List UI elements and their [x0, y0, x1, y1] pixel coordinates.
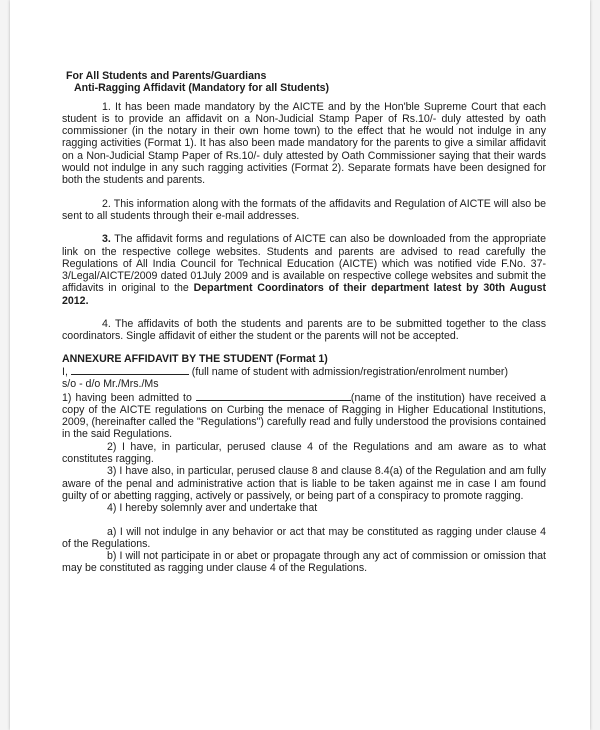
paragraph-4: 4. The affidavits of both the students and parents are to be submitted together to the class coordinators. Single affidavit of either the student or the parents will not be accepted.: [62, 318, 546, 343]
form-undertaking-a: a) I will not indulge in any behavior or act that may be constituted as ragging under clause 4 of the Regulations.: [62, 525, 546, 550]
institution-blank[interactable]: [196, 391, 351, 401]
header-line-2: Anti-Ragging Affidavit (Mandatory for all Students): [74, 82, 330, 95]
form-clause-1-prefix: 1) having been admitted to: [62, 391, 196, 404]
form-name-suffix: (full name of student with admission/registration/enrolment number): [188, 365, 508, 378]
paragraph-1: 1. It has been made mandatory by the AICTE and by the Hon'ble Supreme Court that each student is to provide an affidavit on a Non-Judicial Stamp Paper of Rs.10/- duly attested by oath commissioner (in the notary in their own home town) to the effect that he would not indulge in any ragging activities (Format 1). It has also been made mandatory for the parents to give a similar affidavit on a Non-Judicial Stamp Paper of Rs.10/- duly attested by Oath Commissioner saying that their wards would not indulge in any such ragging activities (Format 2). Separate formats have been designed for both the students and parents.: [62, 100, 546, 187]
form-parent-label: s/o - d/o Mr./Mrs./Ms: [62, 378, 159, 391]
form-clause-1: [62, 391, 546, 441]
form-clause-3: 3) I have also, in particular, perused clause 8 and clause 8.4(a) of the Regulation and am fully aware of the penal and administrative action that is liable to be taken against me in case I am found guilty of or abetting ragging, actively or passively, or being part of a conspiracy to promote ragging.: [62, 465, 546, 502]
paragraph-3-number: 3.: [102, 233, 111, 246]
form-name-line: [62, 365, 546, 378]
form-name-prefix: I,: [62, 365, 71, 378]
paragraph-3: [62, 233, 546, 307]
form-clause-1-suffix: (name of the institution) have received a copy of the AICTE regulations on Curbing the menace of Ragging in Higher Educational Institutions, 2009, (hereinafter called the "Regulations") carefully read and fully understood the provisions contained in the said Regulations.: [62, 391, 546, 441]
header-line-1: For All Students and Parents/Guardians: [66, 70, 267, 82]
form-clause-4: 4) I hereby solemnly aver and undertake that: [107, 502, 318, 515]
paragraph-2: 2. This information along with the formats of the affidavits and Regulation of AICTE will also be sent to all students through their e-mail addresses.: [62, 197, 546, 222]
form-undertaking-b: b) I will not participate in or abet or propagate through any act of commission or omission that may be constituted as ragging under clause 4 of the Regulations.: [62, 550, 546, 575]
name-blank[interactable]: [71, 365, 189, 375]
paragraph-3-text: The affidavit forms and regulations of AICTE can also be downloaded from the appropriate link on the respective college websites. Students and parents are advised to read carefully the Regulations of All India Council for Technical Education (AICTE) which was notified vide F.No. 37-3/Legal/AICTE/2009 dated 01July 2009 and is available on respective college websites and submit the affidavits in original to the: [62, 233, 546, 295]
form-clause-2: 2) I have, in particular, perused clause 4 of the Regulations and am aware as to what constitutes ragging.: [62, 440, 546, 466]
annexure-title: ANNEXURE AFFIDAVIT BY THE STUDENT (Format 1): [62, 352, 328, 365]
document-page: [10, 0, 590, 730]
form-parent-line: [62, 378, 546, 390]
paragraph-3-deadline: Department Coordinators of their department latest by 30th August 2012.: [62, 282, 547, 307]
document-body: [62, 70, 546, 575]
